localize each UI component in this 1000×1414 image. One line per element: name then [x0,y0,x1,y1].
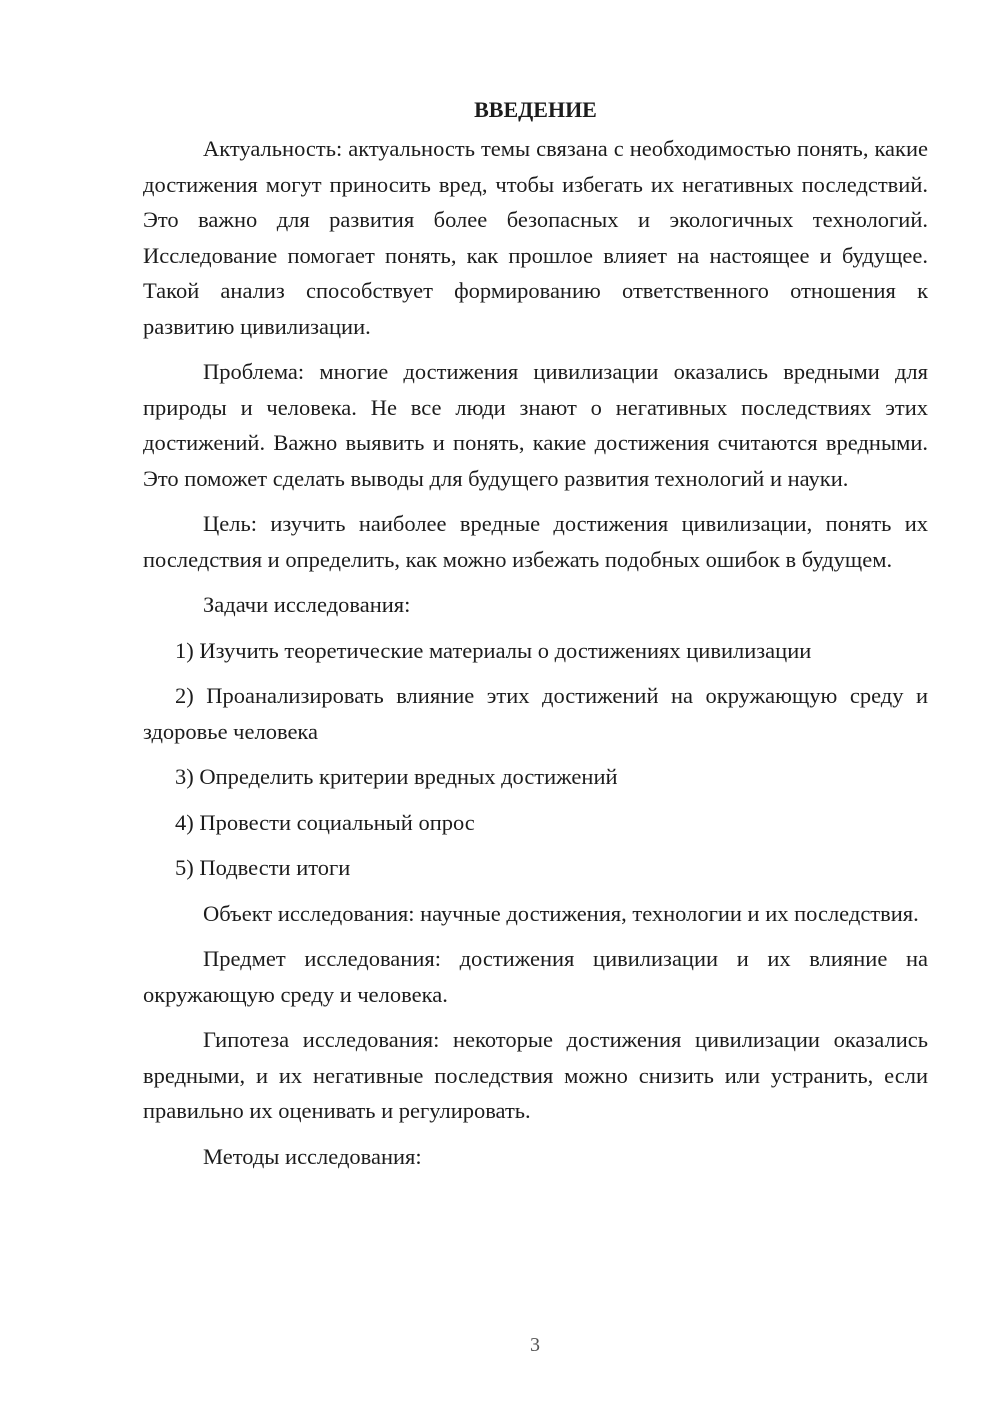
subject-paragraph: Предмет исследования: достижения цивилизации и их влияние на окружающую среду и человека. [143,946,928,1007]
goal-paragraph: Цель: изучить наиболее вредные достижения цивилизации, понять их последствия и определить, как можно избежать подобных ошибок в будущем. [143,511,928,572]
page-title: ВВЕДЕНИЕ [474,97,597,122]
relevance-paragraph: Актуальность: актуальность темы связана с необходимостью понять, какие достижения могут приносить вред, чтобы избегать их негативных последствий. Это важно для развития более безопасных и экологичных технологий. Исследование помогает понять, как прошлое влияет на настоящее и будущее. Такой анализ способствует формированию ответственного отношения к развитию цивилизации. [143,136,928,339]
tasks-heading: Задачи исследования: [203,592,411,617]
task-item: 1) Изучить теоретические материалы о достижениях цивилизации [175,637,812,663]
hypothesis-paragraph: Гипотеза исследования: некоторые достижения цивилизации оказались вредными, и их негативные последствия можно снизить или устранить, если правильно их оценивать и регулировать. [143,1027,928,1123]
methods-heading: Методы исследования: [203,1143,422,1169]
task-item: 2) Проанализировать влияние этих достижений на окружающую среду и здоровье человека [143,683,928,744]
problem-paragraph: Проблема: многие достижения цивилизации оказались вредными для природы и человека. Не все люди знают о негативных последствиях этих достижений. Важно выявить и понять, какие достижения считаются вредными. Это поможет сделать выводы для будущего развития технологий и науки. [143,359,928,491]
document-page [143,92,928,1184]
task-item: 4) Провести социальный опрос [175,809,475,835]
page-number: 3 [530,1334,540,1356]
task-item: 3) Определить критерии вредных достижений [175,764,618,789]
object-paragraph: Объект исследования: научные достижения, технологии и их последствия. [203,900,919,926]
task-item: 5) Подвести итоги [175,855,351,880]
